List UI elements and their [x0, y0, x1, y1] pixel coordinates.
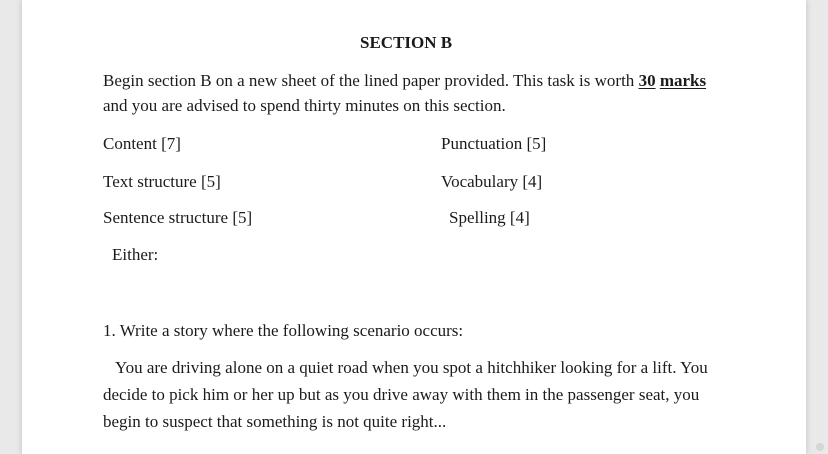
criterion-text-structure: Text structure [5] [103, 172, 221, 191]
page-corner-indicator [816, 443, 824, 451]
criterion-content: Content [7] [103, 134, 181, 153]
marks-number: 30 [638, 71, 656, 90]
criterion-sentence-structure: Sentence structure [5] [103, 208, 253, 227]
instructions-paragraph [103, 68, 713, 118]
exam-page [22, 0, 806, 454]
instructions-text-after: and you are advised to spend thirty minutes on this section. [103, 96, 506, 115]
criterion-vocabulary: Vocabulary [4] [441, 172, 543, 191]
either-label: Either: [112, 245, 159, 264]
instructions-text-before: Begin section B on a new sheet of the lined paper provided. This task is worth [103, 71, 635, 90]
marks-word: marks [659, 71, 707, 90]
criterion-punctuation: Punctuation [5] [441, 134, 547, 153]
criterion-spelling: Spelling [4] [449, 208, 530, 227]
question-prompt: 1. Write a story where the following scenario occurs: [103, 321, 464, 340]
section-title: SECTION B [360, 33, 453, 52]
question-scenario: You are driving alone on a quiet road when you spot a hitchhiker looking for a lift. You decide to pick him or her up but as you drive away with them in the passenger seat, you begin to suspect that something is not quite right... [103, 358, 708, 431]
